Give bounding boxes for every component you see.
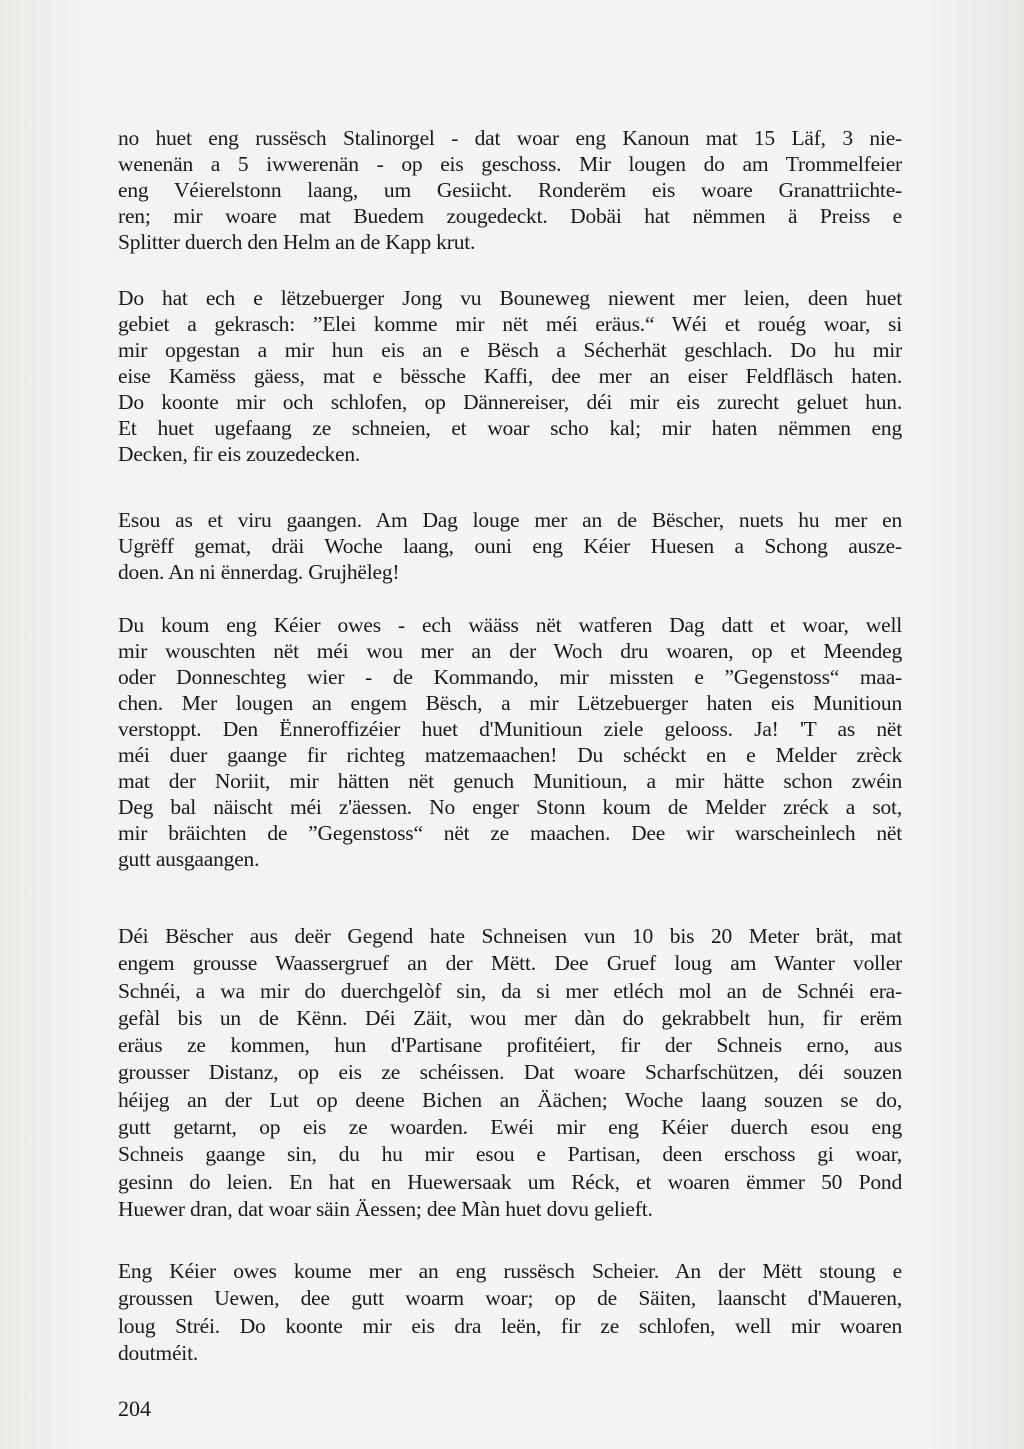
text-line: doutméit. <box>118 1340 199 1365</box>
text-line: mir opgestan a mir hun eis an e Bësch a Sécherhät geschlach. Do hu mir <box>118 338 902 362</box>
text-line: Do koonte mir och schlofen, op Dännereiser, déi mir eis zurecht geluet hun. <box>118 390 902 414</box>
text-line: gefàl bis un de Kënn. Déi Zäit, wou mer dàn do gekrabbelt hun, fir erëm <box>118 1005 902 1030</box>
text-line: Esou as et viru gaangen. Am Dag louge mer an de Bëscher, nuets hu mer en <box>118 508 902 532</box>
paragraph <box>118 507 902 585</box>
page-number: 204 <box>118 1396 151 1421</box>
text-line: Ugrëff gemat, dräi Woche laang, ouni eng Kéier Huesen a Schong ausze- <box>118 534 902 558</box>
text-line: grousser Distanz, op eis ze schéissen. Dat woare Scharfschützen, déi souzen <box>118 1060 902 1085</box>
paragraph <box>118 612 902 872</box>
text-line: gebiet a gekrasch: ”Elei komme mir nët méi eräus.“ Wéi et rouég woar, si <box>118 312 902 336</box>
text-line: gesinn do leien. En hat en Huewersaak um Réck, et woaren ëmmer 50 Pond <box>118 1169 902 1194</box>
text-line: gutt ausgaangen. <box>118 847 260 871</box>
text-line: Du koum eng Kéier owes - ech wääss nët watferen Dag datt et woar, well <box>118 613 902 637</box>
text-line: eng Véierelstonn laang, um Gesiicht. Ronderëm eis woare Granattriichte- <box>118 178 902 202</box>
text-line: Deg bal näischt méi z'äessen. No enger Stonn koum de Melder zréck a sot, <box>118 795 902 819</box>
text-line: eräus ze kommen, hun d'Partisane profitéiert, fir der Schneis erno, aus <box>118 1033 902 1058</box>
text-line: Déi Bëscher aus deër Gegend hate Schneisen vun 10 bis 20 Meter brät, mat <box>118 924 902 948</box>
text-line: doen. An ni ënnerdag. Grujhëleg! <box>118 560 400 584</box>
text-line: engem grousse Waassergruef an der Mëtt. Dee Gruef loug am Wanter voller <box>118 951 902 976</box>
text-line: Et huet ugefaang ze schneien, et woar scho kal; mir haten nëmmen eng <box>118 416 902 440</box>
text-line: mir bräichten de ”Gegenstoss“ nët ze maachen. Dee wir warscheinlech nët <box>118 821 902 845</box>
text-line: Do hat ech e lëtzebuerger Jong vu Bouneweg niewent mer leien, deen huet <box>118 286 902 310</box>
text-line: gutt getarnt, op eis ze woarden. Ewéi mir eng Kéier duerch esou eng <box>118 1115 902 1140</box>
text-line: verstoppt. Den Ënneroffizéier huet d'Munitioun ziele gelooss. Ja! 'T as nët <box>118 717 902 741</box>
text-line: wenenän a 5 iwwerenän - op eis geschoss. Mir lougen do am Trommelfeier <box>118 152 902 176</box>
text-line: oder Donneschteg wier - de Kommando, mir missten e ”Gegenstoss“ maa- <box>118 665 902 689</box>
text-line: ren; mir woare mat Buedem zougedeckt. Dobäi hat nëmmen ä Preiss e <box>118 204 902 228</box>
text-line: méi duer gaange fir richteg matzemaachen! Du schéckt en e Melder zrèck <box>118 743 902 767</box>
text-line: Eng Kéier owes koume mer an eng russësch Scheier. An der Mëtt stoung e <box>118 1259 902 1283</box>
text-line: Schneis gaange sin, du hu mir esou e Partisan, deen erschoss gi woar, <box>118 1142 902 1167</box>
text-line: mir wouschten nët méi wou mer an der Woch dru woaren, op et Meendeg <box>118 639 902 663</box>
text-line: Decken, fir eis zouzedecken. <box>118 442 361 466</box>
text-line: groussen Uewen, dee gutt woarm woar; op de Säiten, laanscht d'Maueren, <box>118 1286 902 1311</box>
text-line: héijeg an der Lut op deene Bichen an Äächen; Woche laang souzen se do, <box>118 1087 902 1112</box>
text-line: Huewer dran, dat woar säin Äessen; dee Màn huet dovu gelieft. <box>118 1196 653 1221</box>
paragraph <box>118 923 902 1223</box>
text-line: loug Stréi. Do koonte mir eis dra leën, fir ze schlofen, well mir woaren <box>118 1313 902 1338</box>
text-line: mat der Noriit, mir hätten nët genuch Munitioun, a mir hätte schon zwéin <box>118 769 902 793</box>
text-line: Schnéi, a wa mir do duerchgelòf sin, da si mer etléch mol an de Schnéi era- <box>118 978 902 1003</box>
paragraph <box>118 125 902 255</box>
text-line: no huet eng russësch Stalinorgel - dat woar eng Kanoun mat 15 Läf, 3 nie- <box>118 126 902 150</box>
text-line: chen. Mer lougen an engem Bësch, a mir Lëtzebuerger haten eis Munitioun <box>118 691 902 715</box>
paragraph <box>118 1258 902 1367</box>
text-line: eise Kamëss gäess, mat e bëssche Kaffi, dee mer an eiser Feldfläsch haten. <box>118 364 902 388</box>
text-line: Splitter duerch den Helm an de Kapp krut. <box>118 230 476 254</box>
paragraph <box>118 285 902 467</box>
